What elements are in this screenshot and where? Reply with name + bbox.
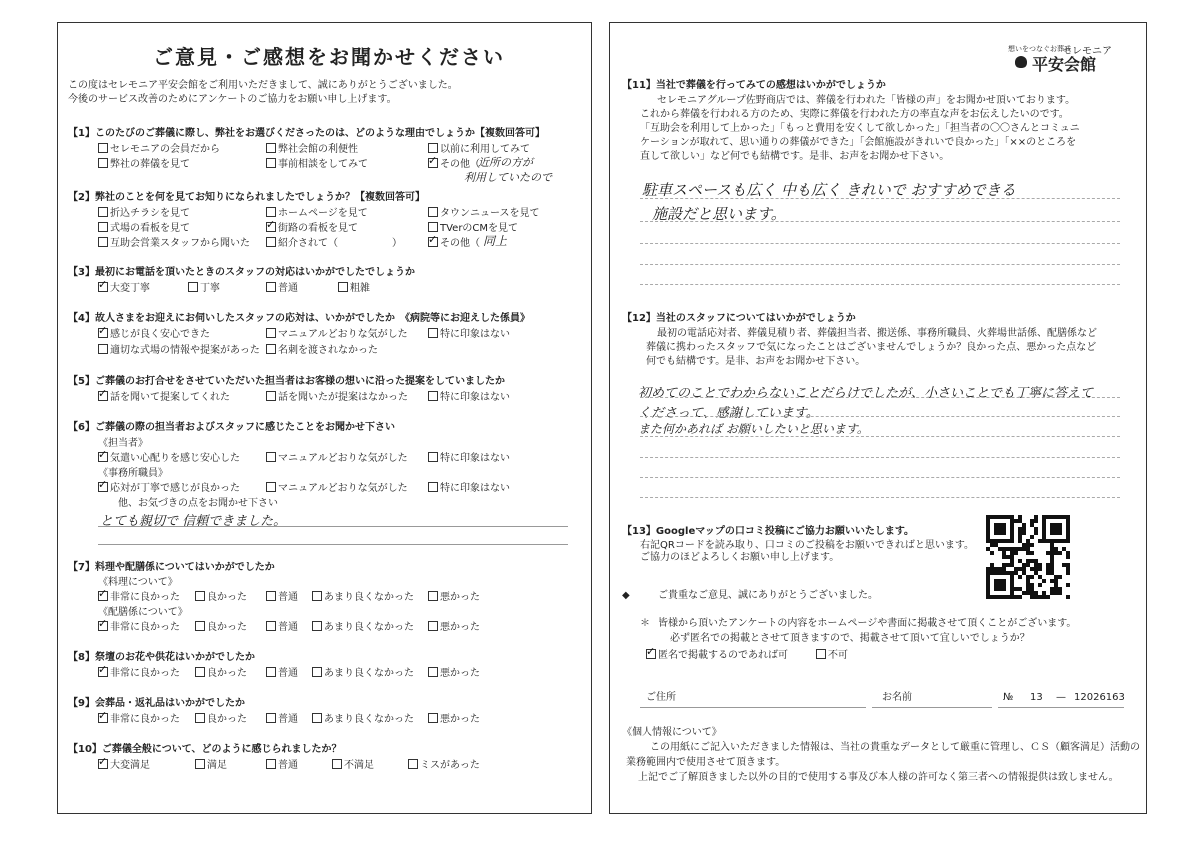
checkbox[interactable] xyxy=(338,282,348,292)
q6-answer-line xyxy=(98,544,568,545)
right-page xyxy=(609,22,1147,814)
checkbox[interactable] xyxy=(266,328,276,338)
q2-opt-1[interactable]: 折込チラシを見て xyxy=(98,207,190,220)
q1-opt-1[interactable]: セレモニアの会員だから xyxy=(98,143,220,156)
checkbox[interactable] xyxy=(428,391,438,401)
q12-answer-line xyxy=(640,497,1120,498)
q11-answer-line xyxy=(640,264,1120,265)
checkbox[interactable] xyxy=(98,328,108,338)
q12-label: 【12】当社のスタッフについてはいかがでしょうか xyxy=(622,313,856,324)
q10-opt-3[interactable]: 普通 xyxy=(266,759,298,772)
logo-tagline: 想いをつなぐお葬式 xyxy=(1008,45,1071,53)
q6-other-label: 他、お気づきの点をお聞かせ下さい xyxy=(118,498,278,509)
q7-sub-2: 《配膳係について》 xyxy=(98,607,188,618)
checkbox[interactable] xyxy=(188,282,198,292)
q12-handwriting-1: 初めてのことでわからないことだらけでしたが、小さいことでも丁寧に答えて xyxy=(638,386,1094,401)
checkbox[interactable] xyxy=(266,759,276,769)
checkbox[interactable] xyxy=(195,591,205,601)
q8-opt-3[interactable]: 普通 xyxy=(266,667,298,680)
q1-opt-3[interactable]: 以前に利用してみて xyxy=(428,143,530,156)
checkbox[interactable] xyxy=(98,391,108,401)
number-value: 13 xyxy=(1030,692,1043,703)
logo-brand: セレモニア xyxy=(1062,46,1112,57)
checkbox[interactable] xyxy=(98,222,108,232)
checkbox[interactable] xyxy=(195,713,205,723)
q11-text-3: 「互助会を利用して上かった」「もっと費用を安くして欲しかった」「担当者の〇〇さんとコミュニ xyxy=(640,123,1080,134)
checkbox[interactable] xyxy=(266,222,276,232)
checkbox[interactable] xyxy=(428,158,438,168)
q1-opt-5[interactable]: 事前相談をしてみて xyxy=(266,158,368,171)
q10-opt-5[interactable]: ミスがあった xyxy=(408,759,480,772)
q7a-opt-2[interactable]: 良かった xyxy=(195,591,247,604)
checkbox[interactable] xyxy=(98,482,108,492)
q1-opt-4[interactable]: 弊社の葬儀を見て xyxy=(98,158,190,171)
q7-sub-1: 《料理について》 xyxy=(98,577,178,588)
checkbox[interactable] xyxy=(332,759,342,769)
checkbox[interactable] xyxy=(646,649,656,659)
q11-handwriting-1: 駐車スペースも広く 中も広く きれいで おすすめできる xyxy=(642,181,1016,199)
q5-opt-3[interactable]: 特に印象はない xyxy=(428,391,510,404)
checkbox[interactable] xyxy=(312,713,322,723)
q7a-opt-3[interactable]: 普通 xyxy=(266,591,298,604)
q4-opt-5[interactable]: 名刺を渡されなかった xyxy=(266,344,378,357)
number-dash: — xyxy=(1056,692,1066,703)
publish-text-1: 皆様から頂いたアンケートの内容をホームページや書面に掲載させて頂くことがございます。 xyxy=(658,618,1077,629)
checkbox[interactable] xyxy=(266,591,276,601)
privacy-title: 《個人情報について》 xyxy=(622,727,722,738)
left-page xyxy=(57,22,592,814)
checkbox[interactable] xyxy=(428,621,438,631)
q1-opt-other[interactable]: ✓ その他（ xyxy=(428,158,480,171)
checkbox[interactable] xyxy=(195,759,205,769)
q12-answer-line xyxy=(640,477,1120,478)
checkbox[interactable] xyxy=(428,207,438,217)
q12-text-2: 葬儀に携わったスタッフで気になったことはございませんでしょうか？良かった点、悪かった点など xyxy=(646,342,1097,353)
q6a-opt-2[interactable]: マニュアルどおりな気がした xyxy=(266,452,408,465)
q7a-opt-1[interactable]: ✓非常に良かった xyxy=(98,591,180,604)
q6a-opt-3[interactable]: 特に印象はない xyxy=(428,452,510,465)
q3-opt-4[interactable]: 粗雑 xyxy=(338,282,370,295)
number-label: № xyxy=(1003,692,1014,703)
checkbox[interactable] xyxy=(266,282,276,292)
checkbox[interactable] xyxy=(266,344,276,354)
checkbox[interactable] xyxy=(98,158,108,168)
q11-answer-line xyxy=(640,284,1120,285)
checkbox[interactable] xyxy=(428,591,438,601)
q8-opt-1[interactable]: ✓非常に良かった xyxy=(98,667,180,680)
q3-opt-3[interactable]: 普通 xyxy=(266,282,298,295)
name-field-line[interactable] xyxy=(872,707,992,708)
q7b-opt-1[interactable]: ✓非常に良かった xyxy=(98,621,180,634)
q8-opt-5[interactable]: 悪かった xyxy=(428,667,480,680)
q2-opt-3[interactable]: タウンニュースを見て xyxy=(428,207,540,220)
q2-opt-7[interactable]: 互助会営業スタッフから聞いた xyxy=(98,237,250,250)
q11-answer-line xyxy=(640,221,1120,222)
checkbox[interactable] xyxy=(408,759,418,769)
name-label: お名前 xyxy=(882,692,912,703)
q11-text-2: これから葬儀を行われる方のため、実際に葬儀を行われた方の率直な声をお伝えしたいのです。 xyxy=(640,109,1069,120)
q2-opt-other[interactable]: ✓ その他（ xyxy=(428,237,480,250)
q10-opt-4[interactable]: 不満足 xyxy=(332,759,374,772)
q7-label: 【7】料理や配膳係についてはいかがでしたか xyxy=(68,562,275,573)
q13-text-2: ご協力のほどよろしくお願い申し上げます。 xyxy=(640,552,840,563)
qr-code-icon[interactable] xyxy=(986,515,1070,599)
q11-label: 【11】当社で葬儀を行ってみての感想はいかがでしょうか xyxy=(622,80,886,91)
q3-opt-2[interactable]: 丁寧 xyxy=(188,282,220,295)
checkbox[interactable] xyxy=(266,237,276,247)
q1-handwriting-1: 近所の方が xyxy=(478,156,533,169)
checkbox[interactable] xyxy=(195,667,205,677)
q6b-opt-1[interactable]: ✓応対が丁寧で感じが良かった xyxy=(98,482,240,495)
checkbox[interactable] xyxy=(312,667,322,677)
q6-label: 【6】ご葬儀の際の担当者およびスタッフに感じたことをお聞かせ下さい xyxy=(68,422,395,433)
q2-close-paren: ） xyxy=(392,238,402,249)
q2-opt-4[interactable]: 式場の看板を見て xyxy=(98,222,190,235)
intro-line-1: この度はセレモニア平安会館をご利用いただきまして、誠にありがとうございました。 xyxy=(68,80,458,91)
checkbox[interactable] xyxy=(266,621,276,631)
intro-line-2: 今後のサービス改善のためにアンケートのご協力をお願い申し上げます。 xyxy=(68,94,397,105)
checkbox[interactable] xyxy=(98,207,108,217)
q11-text-4: ケーションが取れて、思い通りの葬儀ができた」「会館施設がきれいで良かった」「××のところを xyxy=(640,137,1077,148)
q2-opt-8[interactable]: 紹介されて（ xyxy=(266,237,338,250)
privacy-text-1: この用紙にご記入いただきました情報は、当社の貴重なデータとして厳重に管理し、ＣＳ（顧客満足）活動の xyxy=(650,742,1140,753)
checkbox[interactable] xyxy=(428,713,438,723)
number-field-line xyxy=(998,707,1124,708)
checkbox[interactable] xyxy=(428,237,438,247)
checkbox[interactable] xyxy=(266,482,276,492)
q11-answer-line xyxy=(640,198,1120,199)
q13-text-1: 右記QRコードを読み取り、口コミのご投稿をお願いできればと思います。 xyxy=(640,540,975,551)
q6-answer-line xyxy=(98,526,568,527)
q7b-opt-4[interactable]: あまり良くなかった xyxy=(312,621,414,634)
q10-label: 【10】ご葬儀全般について、どのように感じられましたか？ xyxy=(68,744,342,755)
checkbox[interactable] xyxy=(266,667,276,677)
q1-handwriting-2: 利用していたので xyxy=(464,171,552,184)
q4-opt-1[interactable]: ✓感じが良く安心できた xyxy=(98,328,210,341)
q12-handwriting-3: また何かあれば お願いしたいと思います。 xyxy=(638,422,869,436)
q10-opt-2[interactable]: 満足 xyxy=(195,759,227,772)
checkbox[interactable] xyxy=(816,649,826,659)
checkbox[interactable] xyxy=(428,328,438,338)
q10-opt-1[interactable]: ✓大変満足 xyxy=(98,759,150,772)
checkbox[interactable] xyxy=(266,207,276,217)
checkbox[interactable] xyxy=(98,713,108,723)
q11-text-5: 直して欲しい」など何でも結構です。是非、お声をお聞かせ下さい。 xyxy=(640,151,950,162)
checkbox[interactable] xyxy=(266,452,276,462)
checkbox[interactable] xyxy=(428,222,438,232)
q5-label: 【5】ご葬儀のお打合せをさせていただいた担当者はお客様の想いに沿った提案をしていましたか xyxy=(68,376,505,387)
checkbox[interactable] xyxy=(98,452,108,462)
publish-opt-no[interactable]: 不可 xyxy=(816,649,848,662)
q9-opt-2[interactable]: 良かった xyxy=(195,713,247,726)
q13-label: 【13】Googleマップの口コミ投稿にご協力お願いいたします。 xyxy=(622,526,915,537)
checkbox[interactable] xyxy=(266,713,276,723)
q8-opt-2[interactable]: 良かった xyxy=(195,667,247,680)
logo-mark-icon xyxy=(1015,56,1027,68)
checkbox[interactable] xyxy=(312,621,322,631)
thanks-text: ご貴重なご意見、誠にありがとうございました。 xyxy=(658,590,878,601)
q8-opt-4[interactable]: あまり良くなかった xyxy=(312,667,414,680)
q9-opt-4[interactable]: あまり良くなかった xyxy=(312,713,414,726)
q12-answer-line xyxy=(640,457,1120,458)
q6-handwriting: とても親切で 信頼できました。 xyxy=(100,514,287,529)
q9-opt-5[interactable]: 悪かった xyxy=(428,713,480,726)
checkbox[interactable] xyxy=(98,621,108,631)
q2-handwriting: 同上 xyxy=(483,234,508,248)
thanks-bullet-icon: ◆ xyxy=(622,590,630,601)
q7b-opt-5[interactable]: 悪かった xyxy=(428,621,480,634)
q7b-opt-2[interactable]: 良かった xyxy=(195,621,247,634)
checkbox[interactable] xyxy=(266,391,276,401)
q6b-opt-3[interactable]: 特に印象はない xyxy=(428,482,510,495)
page-title: ご意見・ご感想をお聞かせください xyxy=(153,45,505,69)
address-label: ご住所 xyxy=(646,692,676,703)
q12-text-1: 最初の電話応対者、葬儀見積り者、葬儀担当者、搬送係、事務所職員、火葬場世話係、配膳係など xyxy=(657,328,1097,339)
checkbox[interactable] xyxy=(428,482,438,492)
privacy-text-2: 業務範囲内で使用させて頂きます。 xyxy=(626,757,786,768)
q5-opt-1[interactable]: ✓話を聞いて提案してくれた xyxy=(98,391,230,404)
checkbox[interactable] xyxy=(266,143,276,153)
privacy-text-3: 上記でご了解頂きました以外の目的で使用する事及び本人様の許可なく第三者への情報提供は致しません。 xyxy=(638,772,1119,783)
q11-answer-line xyxy=(640,243,1120,244)
checkbox[interactable] xyxy=(98,759,108,769)
q4-opt-2[interactable]: マニュアルどおりな気がした xyxy=(266,328,408,341)
checkbox[interactable] xyxy=(428,143,438,153)
q3-label: 【3】最初にお電話を頂いたときのスタッフの対応はいかがでしたでしょうか xyxy=(68,267,415,278)
q7a-opt-4[interactable]: あまり良くなかった xyxy=(312,591,414,604)
serial-code: 12026163 xyxy=(1074,692,1125,703)
q7a-opt-5[interactable]: 悪かった xyxy=(428,591,480,604)
q9-opt-1[interactable]: ✓非常に良かった xyxy=(98,713,180,726)
publish-text-2: 必ず匿名での掲載とさせて頂きますので、掲載させて頂いて宜しいでしょうか？ xyxy=(670,633,1030,644)
q9-opt-3[interactable]: 普通 xyxy=(266,713,298,726)
q1-opt-2[interactable]: 弊社会館の利便性 xyxy=(266,143,358,156)
q5-opt-2[interactable]: 話を聞いたが提案はなかった xyxy=(266,391,408,404)
q12-text-3: 何でも結構です。是非、お声をお聞かせ下さい。 xyxy=(646,356,866,367)
checkbox[interactable] xyxy=(98,591,108,601)
q6a-opt-1[interactable]: ✓気遣い心配りを感じ安心した xyxy=(98,452,240,465)
q12-answer-line xyxy=(640,416,1120,417)
q2-label: 【2】弊社のことを何を見てお知りになられましたでしょうか？【複数回答可】 xyxy=(68,192,425,203)
q2-opt-5[interactable]: ✓ 街路の看板を見て xyxy=(266,222,358,235)
q12-answer-line xyxy=(640,436,1120,437)
q4-label: 【4】故人さまをお迎えにお伺いしたスタッフの応対は、いかがでしたか 《病院等にお迎えした係員》 xyxy=(68,313,530,324)
q6-sub-1: 《担当者》 xyxy=(98,438,148,449)
q11-handwriting-2: 施設だと思います。 xyxy=(652,205,786,223)
q4-opt-3[interactable]: 特に印象はない xyxy=(428,328,510,341)
publish-asterisk: ＊ xyxy=(640,618,650,629)
checkbox[interactable] xyxy=(98,282,108,292)
logo-name: 平安会館 xyxy=(1032,55,1097,74)
q12-answer-line xyxy=(640,397,1120,398)
q12-handwriting-2: くださって、感謝しています。 xyxy=(638,406,819,421)
q1-label: 【1】このたびのご葬儀に際し、弊社をお選びくださったのは、どのような理由でしょうか【複数回答可】 xyxy=(68,128,545,139)
checkbox[interactable] xyxy=(195,621,205,631)
checkbox[interactable] xyxy=(98,667,108,677)
q2-opt-2[interactable]: ホームページを見て xyxy=(266,207,368,220)
q3-opt-1[interactable]: ✓大変丁寧 xyxy=(98,282,150,295)
q6-sub-2: 《事務所職員》 xyxy=(98,468,168,479)
address-field-line[interactable] xyxy=(640,707,866,708)
checkbox[interactable] xyxy=(266,158,276,168)
q2-opt-6[interactable]: TVerのCMを見て xyxy=(428,222,518,235)
q11-text-1: セレモニアグループ佐野商店では、葬儀を行われた「皆様の声」をお聞かせ頂いております。 xyxy=(657,95,1076,106)
checkbox[interactable] xyxy=(98,237,108,247)
checkbox[interactable] xyxy=(98,143,108,153)
checkbox[interactable] xyxy=(98,344,108,354)
checkbox[interactable] xyxy=(428,452,438,462)
q6b-opt-2[interactable]: マニュアルどおりな気がした xyxy=(266,482,408,495)
q4-opt-4[interactable]: 適切な式場の情報や提案があった xyxy=(98,344,260,357)
q8-label: 【8】祭壇のお花や供花はいかがでしたか xyxy=(68,652,255,663)
q7b-opt-3[interactable]: 普通 xyxy=(266,621,298,634)
checkbox[interactable] xyxy=(312,591,322,601)
publish-opt-yes[interactable]: ✓匿名で掲載するのであれば可 xyxy=(646,649,788,662)
q9-label: 【9】会葬品・返礼品はいかがでしたか xyxy=(68,698,245,709)
checkbox[interactable] xyxy=(428,667,438,677)
